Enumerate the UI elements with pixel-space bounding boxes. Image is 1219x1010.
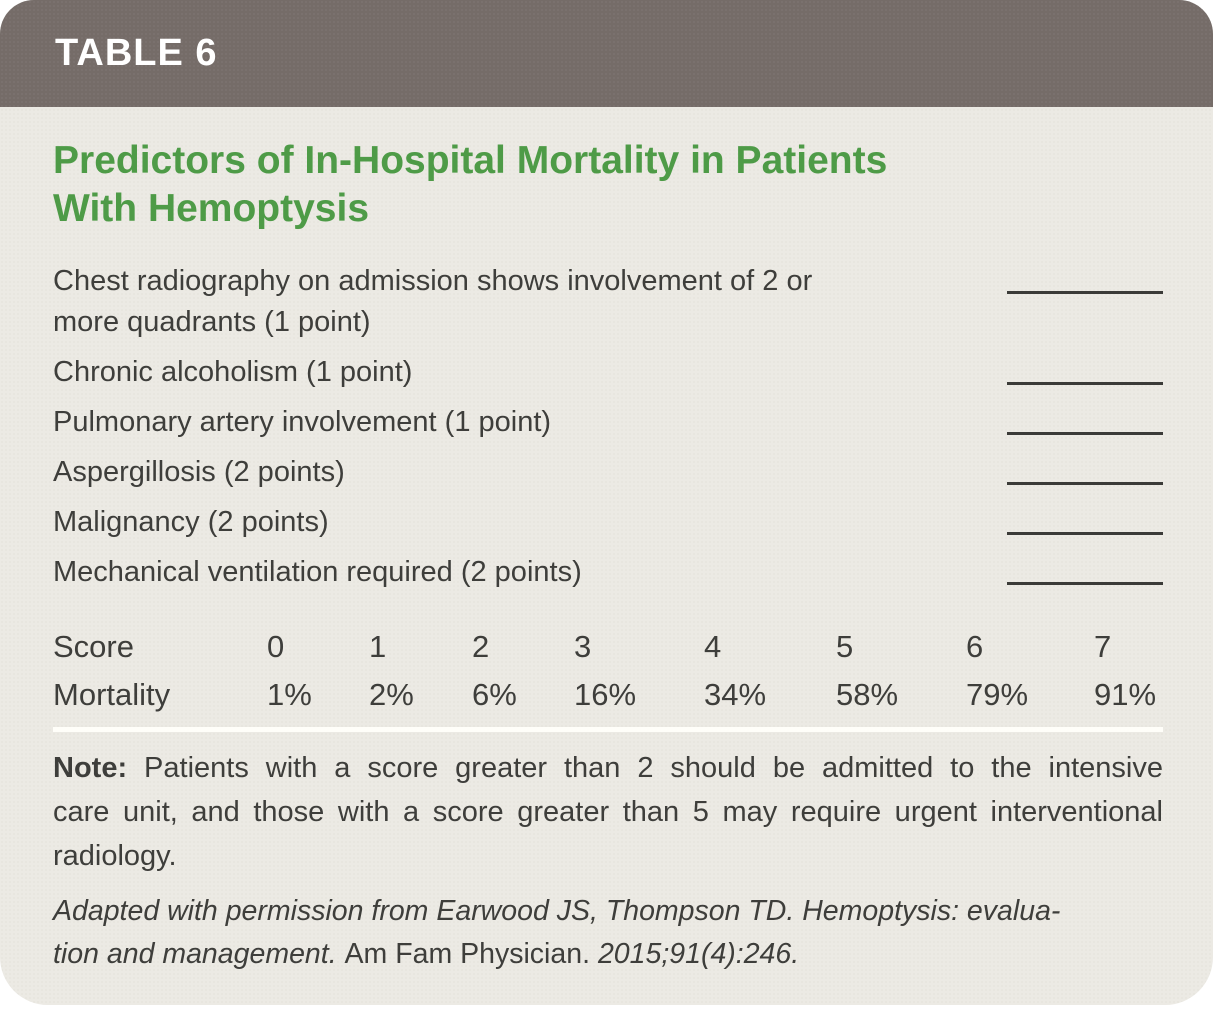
citation-text: tion and management. xyxy=(53,938,337,970)
predictor-text: Mechanical ventilation required (2 points) xyxy=(53,556,582,588)
table-title-line-2: With Hemoptysis xyxy=(53,187,370,230)
mortality-value: 16% xyxy=(574,677,637,712)
predictor-row xyxy=(53,552,1163,593)
predictor-row xyxy=(53,502,1163,543)
citation-line-1: Adapted with permission from Earwood JS, Thompson TD. Hemoptysis: evalua- xyxy=(53,895,1061,927)
predictor-row xyxy=(53,452,1163,493)
score-value: 5 xyxy=(836,629,854,664)
score-value: 0 xyxy=(267,629,285,664)
predictor-row xyxy=(53,261,1163,343)
mortality-value: 6% xyxy=(472,677,517,712)
note-text: Patients with a score greater than 2 should be admitted to the intensive xyxy=(144,752,1163,784)
mortality-row xyxy=(53,671,1163,719)
source-citation xyxy=(53,890,1163,976)
predictor-text: Aspergillosis (2 points) xyxy=(53,456,345,488)
predictor-text: Chronic alcoholism (1 point) xyxy=(53,356,413,388)
predictor-text-line: Chest radiography on admission shows involvement of 2 or xyxy=(53,265,813,297)
predictor-text-line: more quadrants (1 point) xyxy=(53,306,371,338)
fill-in-blank-line xyxy=(1007,552,1163,585)
fill-in-blank-line xyxy=(1007,352,1163,385)
score-mortality-table xyxy=(53,623,1163,719)
note-line xyxy=(53,746,1163,790)
table-note xyxy=(53,746,1163,878)
citation-line-2 xyxy=(53,933,1163,976)
table-header-bar xyxy=(0,0,1213,107)
predictor-text: Malignancy (2 points) xyxy=(53,506,329,538)
score-value: 4 xyxy=(704,629,722,664)
mortality-value: 1% xyxy=(267,677,312,712)
note-divider-line xyxy=(53,727,1163,732)
mortality-value: 58% xyxy=(836,677,899,712)
fill-in-blank-line xyxy=(1007,452,1163,485)
fill-in-blank-line xyxy=(1007,402,1163,435)
predictor-row xyxy=(53,352,1163,393)
citation-journal-name: Am Fam Physician. xyxy=(344,938,591,970)
table-title-line-1: Predictors of In-Hospital Mortality in Patients xyxy=(53,139,888,182)
score-row-label: Score xyxy=(53,629,134,664)
fill-in-blank-line xyxy=(1007,502,1163,535)
mortality-value: 79% xyxy=(966,677,1029,712)
mortality-value: 2% xyxy=(369,677,414,712)
score-value: 3 xyxy=(574,629,592,664)
predictor-text: Pulmonary artery involvement (1 point) xyxy=(53,406,552,438)
table-body xyxy=(0,137,1213,976)
predictor-row xyxy=(53,402,1163,443)
score-value: 2 xyxy=(472,629,490,664)
mortality-value: 91% xyxy=(1094,677,1157,712)
table-title xyxy=(53,137,1163,233)
note-line: care unit, and those with a score greater than 5 may require urgent interventional xyxy=(53,796,1163,828)
predictor-list xyxy=(53,261,1163,593)
note-label: Note: xyxy=(53,752,128,784)
predictor-text xyxy=(53,261,812,343)
fill-in-blank-line xyxy=(1007,261,1163,294)
score-value: 6 xyxy=(966,629,984,664)
mortality-row-label: Mortality xyxy=(53,677,171,712)
score-value: 7 xyxy=(1094,629,1112,664)
mortality-value: 34% xyxy=(704,677,767,712)
citation-volume-page: 2015;91(4):246. xyxy=(597,938,800,970)
score-row xyxy=(53,623,1163,671)
score-value: 1 xyxy=(369,629,387,664)
note-line: radiology. xyxy=(53,840,177,872)
table-number-label: TABLE 6 xyxy=(55,32,218,74)
